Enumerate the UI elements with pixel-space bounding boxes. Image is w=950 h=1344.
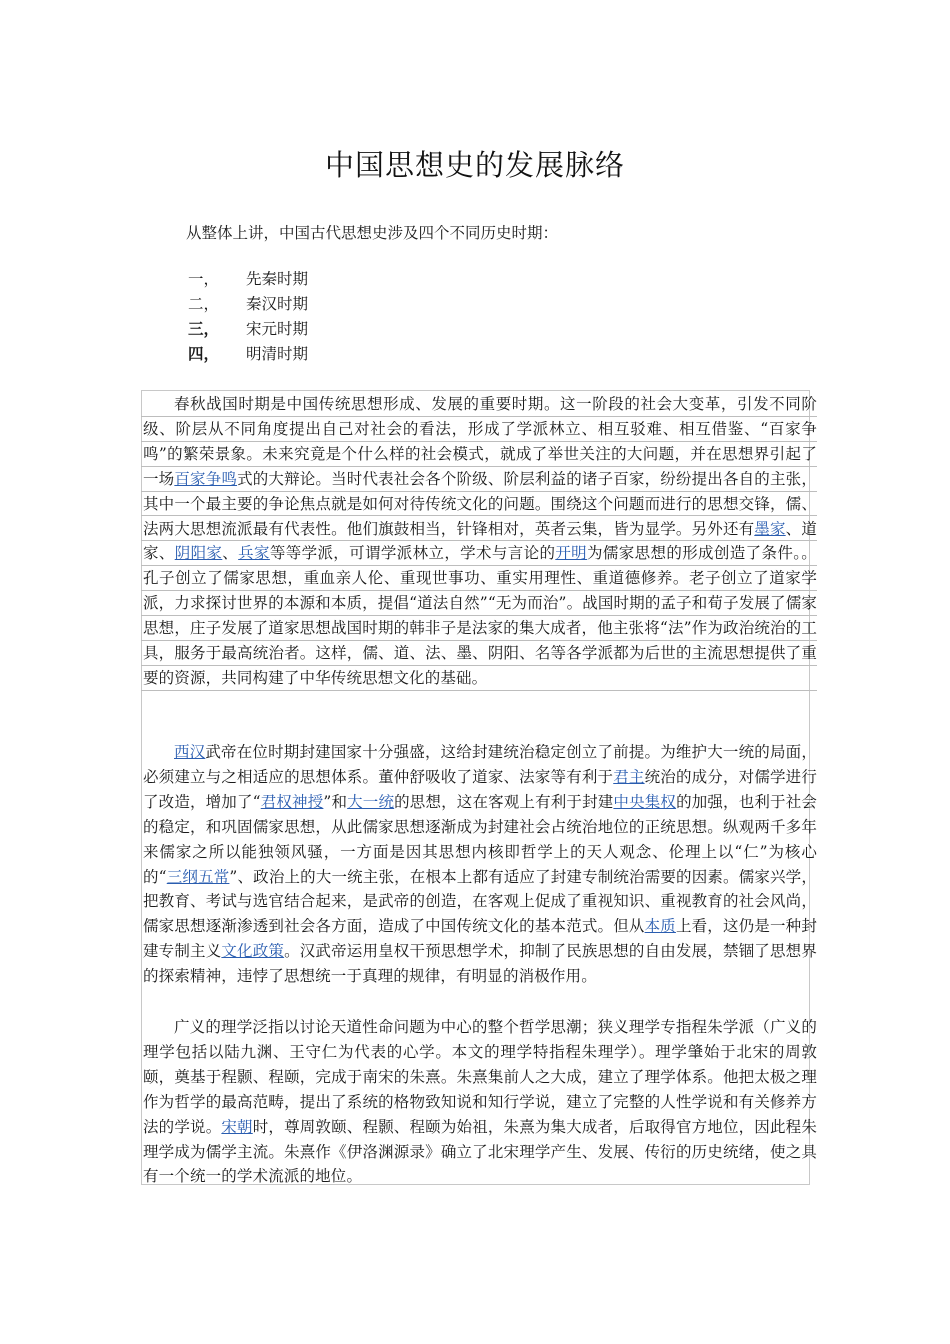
period-name: 秦汉时期 [246,295,309,313]
period-number: 二， [188,295,220,313]
period-number: 四， [188,344,220,363]
link-zhongyang-jiquan[interactable]: 中央集权 [613,792,677,811]
link-dayitong[interactable]: 大一统 [347,792,395,811]
link-junzhu[interactable]: 君主 [613,767,645,786]
period-name: 宋元时期 [246,320,309,338]
link-mojia[interactable]: 墨家 [754,519,786,538]
period-name: 明清时期 [246,345,309,363]
period-item [188,293,308,315]
period-name: 先秦时期 [246,270,309,288]
period-item [188,343,308,365]
intro-text: 从整体上讲，中国古代思想史涉及四个不同历史时期： [186,224,559,242]
paragraph-western-han: 西汉武帝在位时期封建国家十分强盛，这给封建统治稳定创立了前提。为维护大一统的局面，必须建立与之相适应的思想体系。董仲舒吸收了道家、法家等有利于君主统治的成分，对儒学进行了改造，增加了“君权神授”和大一统的思想，这在客观上有利于封建中央集权的加强，也利于社会的稳定，和巩固儒家思想，从此儒家思想逐渐成为封建社会占统治地位的正统思想。纵观两千多年来儒家之所以能独领风骚，一方面是因其思想内核即哲学上的天人观念、伦理上以“仁”为核心的“三纲五常”、政治上的大一统主张，在根本上都有适应了封建专制统治需要的因素。儒家兴学，把教育、考试与选官结合起来，是武帝的创造，在客观上促成了重视知识、重视教育的社会风尚，儒家思想逐渐渗透到社会各方面，造成了中国传统文化的基本范式。但从本质上看，这仍是一种封建专制主义文化政策。汉武帝运用皇权干预思想学术，抑制了民族思想的自由发展，禁锢了思想界的探索精神，违悖了思想统一于真理的规律，有明显的消极作用。 [143,743,818,986]
link-benzhi[interactable]: 本质 [644,917,676,936]
page-title: 中国思想史的发展脉络 [324,148,625,182]
paragraph-neo-confucianism: 广义的理学泛指以讨论天道性命问题为中心的整个哲学思潮；狭义理学专指程朱学派（广义的理学包括以陆九渊、王守仁为代表的心学。本文的理学特指程朱理学）。理学肇始于北宋的周敦颐，奠基于程颢、程颐，完成于南宋的朱熹。朱熹集前人之大成，建立了理学体系。他把太极之理作为哲学的最高范畴，提出了系统的格物致知说和知行学说，建立了完整的人性学说和有关修养方法的学说。宋朝时，尊周敦颐、程颢、程颐为始祖，朱熹为集大成者，后取得官方地位，因此程朱理学成为儒学主流。朱熹作《伊洛渊源录》确立了北宋理学产生、发展、传衍的历史统绪，使之具有一个统一的学术流派的地位。 [143,1018,817,1186]
link-yinyangjia[interactable]: 阴阳家 [174,544,223,563]
link-kaiming[interactable]: 开明 [555,544,588,563]
period-item [188,318,308,340]
link-xihan[interactable]: 西汉 [174,743,206,761]
link-songchao[interactable]: 宋朝 [221,1117,253,1136]
link-sangang-wuchang[interactable]: 三纲五常 [166,867,230,886]
period-number: 三， [188,319,220,338]
link-wenhua-zhengce[interactable]: 文化政策 [221,942,285,961]
link-baijia-zhengming[interactable]: 百家争鸣 [174,469,238,488]
link-junquan-shenshou[interactable]: 君权神授 [260,792,324,811]
link-bingjia[interactable]: 兵家 [238,544,270,563]
period-item [188,268,308,290]
period-number: 一， [188,270,220,288]
paragraph-spring-autumn: 春秋战国时期是中国传统思想形成、发展的重要时期。这一阶段的社会大变革，引发不同阶级、阶层从不同角度提出自己对社会的看法，形成了学派林立、相互驳难、相互借鉴、“百家争鸣”的繁荣景象。未来究竟是个什么样的社会模式，就成了举世关注的大问题，并在思想界引起了一场百家争鸣式的大辩论。当时代表社会各个阶级、阶层利益的诸子百家，纷纷提出各自的主张，其中一个最主要的争论焦点就是如何对待传统文化的问题。围绕这个问题而进行的思想交锋，儒、法两大思想流派最有代表性。他们旗鼓相当，针锋相对，英者云集，皆为显学。另外还有墨家、道家、阴阳家、兵家等等学派，可谓学派林立，学术与言论的开明为儒家思想的形成创造了条件。。孔子创立了儒家思想，重血亲人伦、重现世事功、重实用理性、重道德修养。老子创立了道家学派，力求探讨世界的本源和本质，提倡“道法自然”“无为而治”。战国时期的孟子和荀子发展了儒家思想，庄子发展了道家思想战国时期的韩非子是法家的集大成者，他主张将“法”作为政治统治的工具，服务于最高统治者。这样，儒、道、法、墨、阴阳、名等各学派都为后世的主流思想提供了重要的资源，共同构建了中华传统思想文化的基础。 [143,395,817,687]
